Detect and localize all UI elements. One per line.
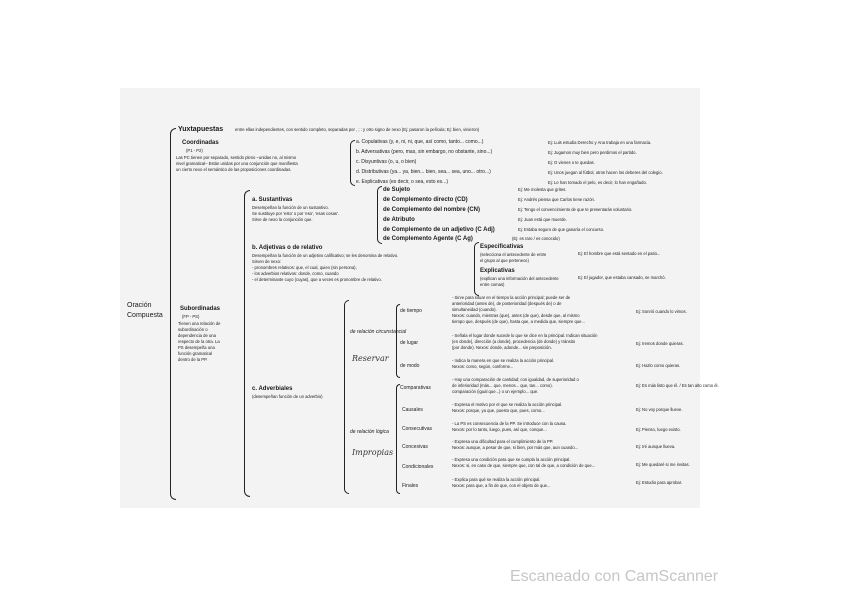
adv-group-circ: de relación circunstancial <box>350 329 407 335</box>
adv-type-desc: - Indica la manera en que se realiza la acción principal. <box>452 358 555 363</box>
adv-type: Concesivas <box>402 444 428 450</box>
sust-brace <box>377 186 382 244</box>
adv-type-desc: - Hay una comparación de cantidad; con igualdad, de superioridad o <box>452 377 579 382</box>
adv-type-desc: Nexos: si, en caso de que, siempre que, con tal de que, a condición de que... <box>452 463 596 468</box>
adv-example: Ej: Iré aunque llueva. <box>636 444 676 449</box>
coord-sub: (P1 - P2) <box>186 148 203 153</box>
adj-brace <box>474 242 479 296</box>
adv-example: Ej: No voy porque llueve. <box>636 407 683 412</box>
adv-type: de lugar <box>400 340 419 346</box>
coord-desc-line: nivel gramatical– Están unidas por una conjunción que manifiesta <box>176 161 298 166</box>
coord-type: d. Distributivas (ya... ya, bien... bien, sea... sea, uno... otro...) <box>356 169 491 175</box>
sust-func: de Complemento de un adjetivo (C Adj) <box>383 227 495 233</box>
sub-title: Subordinadas <box>180 306 221 312</box>
adv-group-log: de relación lógica <box>350 429 389 435</box>
adj-type-desc: entre comas) <box>480 282 505 287</box>
sust-example: Ej: Andrés piensa que Carlos tiene razón. <box>518 197 596 202</box>
adv-type-desc: - Sirve para situar en el tiempo la acción principal; puede ser de <box>452 295 571 300</box>
adv-sub: (desempeñan función de un adverbio) <box>252 394 323 399</box>
adv-type-desc: (por donde). Nexos: donde, adonde... sin preposición. <box>452 345 552 350</box>
adv-example: Ej: Hazlo como quieras. <box>636 363 681 368</box>
sust-example: Ej: Estaba seguro de que ganaría el concurso. <box>518 227 605 232</box>
sub-desc-line: respecto de la otra. La <box>178 339 220 344</box>
root-brace <box>170 128 176 500</box>
adv-type: Finales <box>402 483 419 489</box>
coord-title: Coordinadas <box>182 140 219 146</box>
sub-desc-line: función gramatical <box>178 351 212 356</box>
sub-brace <box>244 190 250 497</box>
sust-example: Ej: Juan está que muerde. <box>518 217 567 222</box>
yuxta-title: Yuxtapuestas <box>178 126 224 133</box>
handwritten-note-2: Impropias <box>352 448 394 457</box>
coord-desc-line: un cierto nexo el semántico de las proposiciones coordinadas. <box>176 167 292 172</box>
coord-example: Ej: Luis estudia Derecho y Ana trabaja en una farmacia. <box>548 140 652 145</box>
sust-desc-line: Desempeñan la función de un sustantivo. <box>252 205 329 210</box>
adj-desc-line: Sirven de nexo: <box>252 259 282 264</box>
adv-type-desc: Nexos: cuando, mientras (que), antes (de que), desde que, al mismo <box>452 313 580 318</box>
coord-type: c. Disyuntivas (o, u, o bien) <box>356 159 417 165</box>
coord-type: b. Adversativas (pero, mas, sin embargo, no obstante, sino...) <box>356 149 493 155</box>
sust-desc-line: Sirve de nexo la conjunción que. <box>252 217 313 222</box>
adv-example: Ej: Pienso, luego existo. <box>636 427 681 432</box>
coord-example: Ej: Jugamos muy bien pero perdimos el partido. <box>548 150 637 155</box>
adj-desc-line: - el determinante cuyo (cuyas), que a veces es pronombre de relativo. <box>252 277 382 282</box>
coord-type: e. Explicativas (es decir, o sea, esto es...) <box>356 179 448 185</box>
coord-example: Ej: Le han tomado el pelo, es decir, lo han engañado. <box>548 180 647 185</box>
sub-desc-line: Tienen una relación de <box>178 321 221 326</box>
sust-example: (Ej: es raro / es conocido) <box>512 236 560 241</box>
sub-sub: (FP - PS) <box>182 314 200 319</box>
adv-type: de modo <box>400 363 420 369</box>
adv-example: Ej: Es más listo que él. / Es tan alto como él. <box>636 383 719 388</box>
adj-type-desc: (selecciona el antecedente de entre <box>480 252 547 257</box>
adj-type: Especificativas <box>480 244 524 250</box>
adj-type-desc: (explican una información del antecedente <box>480 276 559 281</box>
coord-example: Ej: O vienes o te quedas. <box>548 160 595 165</box>
root-label: Oración <box>127 302 152 309</box>
adv-type-desc: - Expresa una dificultad para el cumplimiento de la PP. <box>452 439 554 444</box>
adv-type: Condicionales <box>402 464 434 470</box>
adv-type-desc: (en donde), dirección (a donde), procedencia (de donde) y tránsito <box>452 339 576 344</box>
sust-func: de Complemento Agente (C Ag) <box>383 236 473 242</box>
camscanner-watermark: Escaneado con CamScanner <box>510 568 719 585</box>
adj-desc-line: - los adverbios relativos: donde, como, cuando <box>252 271 339 276</box>
sub-desc-line: dependencia de una <box>178 333 216 338</box>
yuxta-desc: entre ellas independientes, con sentido completo, separadas por , ; : y otro signo de nexo (Ej: pasaron la película; Ej: bien, vinieron) <box>235 127 480 132</box>
adj-example: Ej: El hombre que está sentado en el patio... <box>578 251 661 256</box>
sust-example: Ej: Tengo el convencimiento de que te presentarás voluntario. <box>518 207 633 212</box>
adv-type: Consecutivas <box>402 426 433 432</box>
adv-type-desc: Nexos: porque, ya que, puesto que, pues, como... <box>452 408 545 413</box>
sub-desc-line: PS desempeña una <box>178 345 215 350</box>
adv-type-desc: - Expresa el motivo por el que se realiza la acción principal. <box>452 402 563 407</box>
sust-func: de Sujeto <box>383 187 411 193</box>
adv-type-desc: - La PS es consecuencia de la PP. Se introduce con la causa. <box>452 421 567 426</box>
handwritten-note-1: Reservar <box>352 354 389 363</box>
adv-type: Causales <box>402 407 423 413</box>
adv-type-desc: Nexos: aunque, a pesar de que, si bien, por más que, aun cuando... <box>452 445 579 450</box>
adj-type: Explicativas <box>480 268 515 274</box>
adj-type-desc: el grupo al que pertenece) <box>480 258 529 263</box>
sust-title: a. Sustantivas <box>252 197 293 203</box>
adv-example: Ej: Me quedaré si me invitas. <box>636 462 690 467</box>
adj-example: Ej: El jugador, que estaba cansado, se marchó. <box>578 275 666 280</box>
adv-type-desc: - Señala el lugar donde sucede lo que se dice en la principal. Indican situación <box>452 333 598 338</box>
root-label-2: Compuesta <box>127 312 163 319</box>
adv-title: c. Adverbiales <box>252 386 293 392</box>
adj-desc-line: - pronombres relativos: que, el cual, quien (sin persona), <box>252 265 357 270</box>
adv-type-desc: simultaneidad (cuando). <box>452 307 497 312</box>
coord-desc-line: Las PC tienen por separado, sentido pleno –unidas no, al mismo <box>176 155 297 160</box>
adj-desc-line: Desempeñan la función de un adjetivo calificativo; se les denomina de relativo. <box>252 253 399 258</box>
adv-type-desc: Nexos: para que, a fin de que, con el objeto de que... <box>452 483 551 488</box>
adv-log-brace <box>396 384 400 494</box>
coord-example: Ej: Unos juegan al fútbol, otros hacen los deberes del colegio. <box>548 170 663 175</box>
adv-brace <box>344 300 349 494</box>
adv-type-desc: Nexos: como, según, conforme... <box>452 364 514 369</box>
adv-type-desc: tiempo que, después (de que), hasta que, a medida que, siempre que... <box>452 319 585 324</box>
sub-desc-line: subordinación o <box>178 327 208 332</box>
adv-example: Ej: Estudio para aprobar. <box>636 480 683 485</box>
adv-type-desc: de inferioridad (más... que, menos... que, tan... como). <box>452 383 553 388</box>
sust-func: de Complemento directo (CD) <box>383 197 468 203</box>
adv-type-desc: comparación (igual que...) o un ejemplo... que. <box>452 389 539 394</box>
adv-type-desc: - Explica para qué se realiza la acción principal. <box>452 477 541 482</box>
adv-type: de tiempo <box>400 308 422 314</box>
sust-func: de Complemento del nombre (CN) <box>383 207 481 213</box>
sub-desc-line: dentro de la PP. <box>178 357 208 362</box>
coord-type: a. Copulativas (y, e, ni, ni, que, así como, tanto... como...) <box>356 139 484 145</box>
sust-func: de Atributo <box>383 217 415 223</box>
sust-desc-line: Se sustituye por 'esto' o por 'eso', 'esas cosas'. <box>252 211 339 216</box>
adv-type-desc: anterioridad (antes de), de posterioridad (después de) o de <box>452 301 562 306</box>
adv-type-desc: - Expresa una condición para que se cumpla la acción principal. <box>452 457 571 462</box>
adv-type: Comparativas <box>400 385 431 391</box>
adv-type-desc: Nexos: por lo tanto, luego, pues, así que, conque... <box>452 427 547 432</box>
sust-example: Ej: Me molesta que grites. <box>518 187 567 192</box>
adv-example: Ej: Iremos donde quieras. <box>636 341 684 346</box>
adj-title: b. Adjetivas o de relativo <box>252 245 323 251</box>
coord-brace <box>350 140 355 186</box>
adv-example: Ej: Sonrió cuando lo vimos. <box>636 309 687 314</box>
